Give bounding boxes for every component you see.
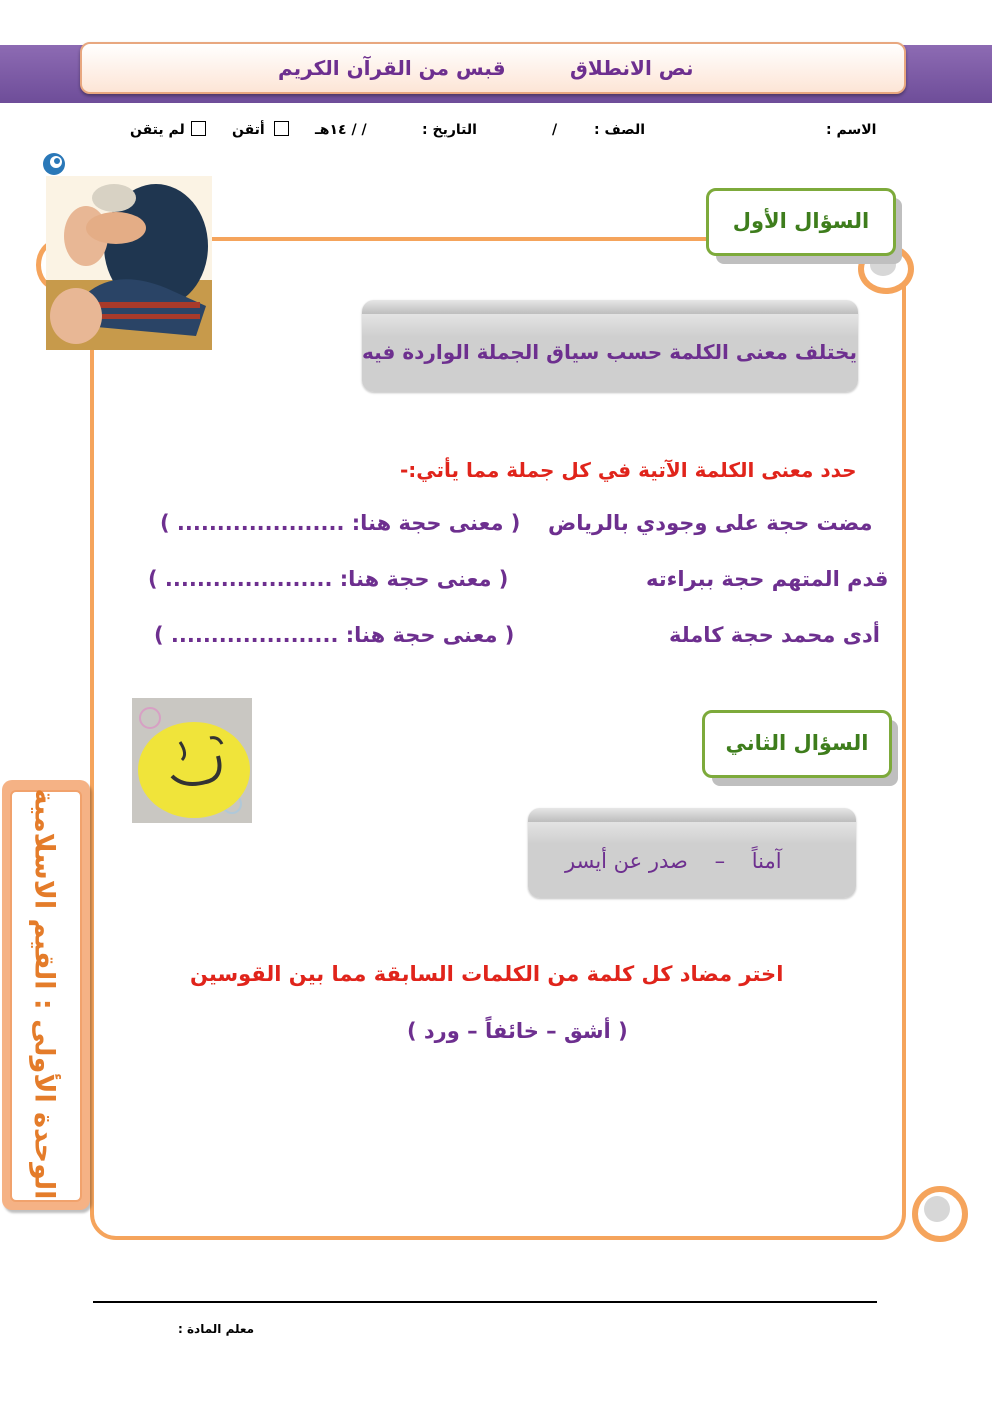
unit-label: الوحدة الأولى : القيم الاسلامية	[28, 788, 60, 1200]
not-mastered-label: لم يتقن	[130, 122, 185, 138]
class-slash: /	[552, 122, 558, 138]
q1-row2-answer[interactable]: ( معنى حجة هنا: ..................... )	[148, 567, 509, 591]
q1-row3-answer[interactable]: ( معنى حجة هنا: ..................... )	[154, 623, 515, 647]
logo-icon	[40, 150, 68, 178]
q1-row2-sentence: قدم المتهم حجة ببراءته	[646, 567, 889, 591]
q1-banner-text: يختلف معنى الكلمة حسب سياق الجملة الواردة فيه	[362, 340, 857, 364]
q2-choices: ( أشق – خائفاً – ورد )	[407, 1019, 628, 1043]
q2-instruction: اختر مضاد كل كلمة من الكلمات السابقة مما بين القوسين	[190, 962, 784, 986]
subject-title: قبس من القرآن الكريم	[278, 56, 506, 80]
date-label: التاريخ :	[422, 122, 477, 138]
class-label: الصف :	[594, 122, 645, 138]
mastered-checkbox[interactable]	[274, 121, 289, 136]
q1-row1-sentence: مضت حجة على وجودي بالرياض	[548, 511, 873, 535]
date-value: / / ١٤هـ	[315, 122, 367, 138]
smiley-image	[132, 698, 252, 823]
q2-banner-top	[528, 808, 856, 822]
q1-row3-sentence: أدى محمد حجة كاملة	[669, 623, 880, 647]
q1-row1-answer[interactable]: ( معنى حجة هنا: ..................... )	[160, 511, 521, 535]
q1-banner-top	[362, 300, 858, 314]
q1-tag: السؤال الأول	[706, 188, 896, 256]
lesson-title: نص الانطلاق	[570, 56, 694, 80]
q2-tag: السؤال الثاني	[702, 710, 892, 778]
footer-divider	[93, 1301, 877, 1303]
not-mastered-checkbox[interactable]	[191, 121, 206, 136]
man-sitting-image	[46, 176, 212, 350]
q1-instruction: حدد معنى الكلمة الآتية في كل جملة مما يأتي:-	[400, 458, 857, 482]
frame-curl-bottom-inner	[924, 1196, 950, 1222]
mastered-label: أتقن	[232, 122, 265, 138]
teacher-label: معلم المادة :	[178, 1322, 255, 1336]
name-label: الاسم :	[826, 122, 877, 138]
q2-banner-text: آمناً – صدر عن أيسر	[565, 849, 782, 873]
